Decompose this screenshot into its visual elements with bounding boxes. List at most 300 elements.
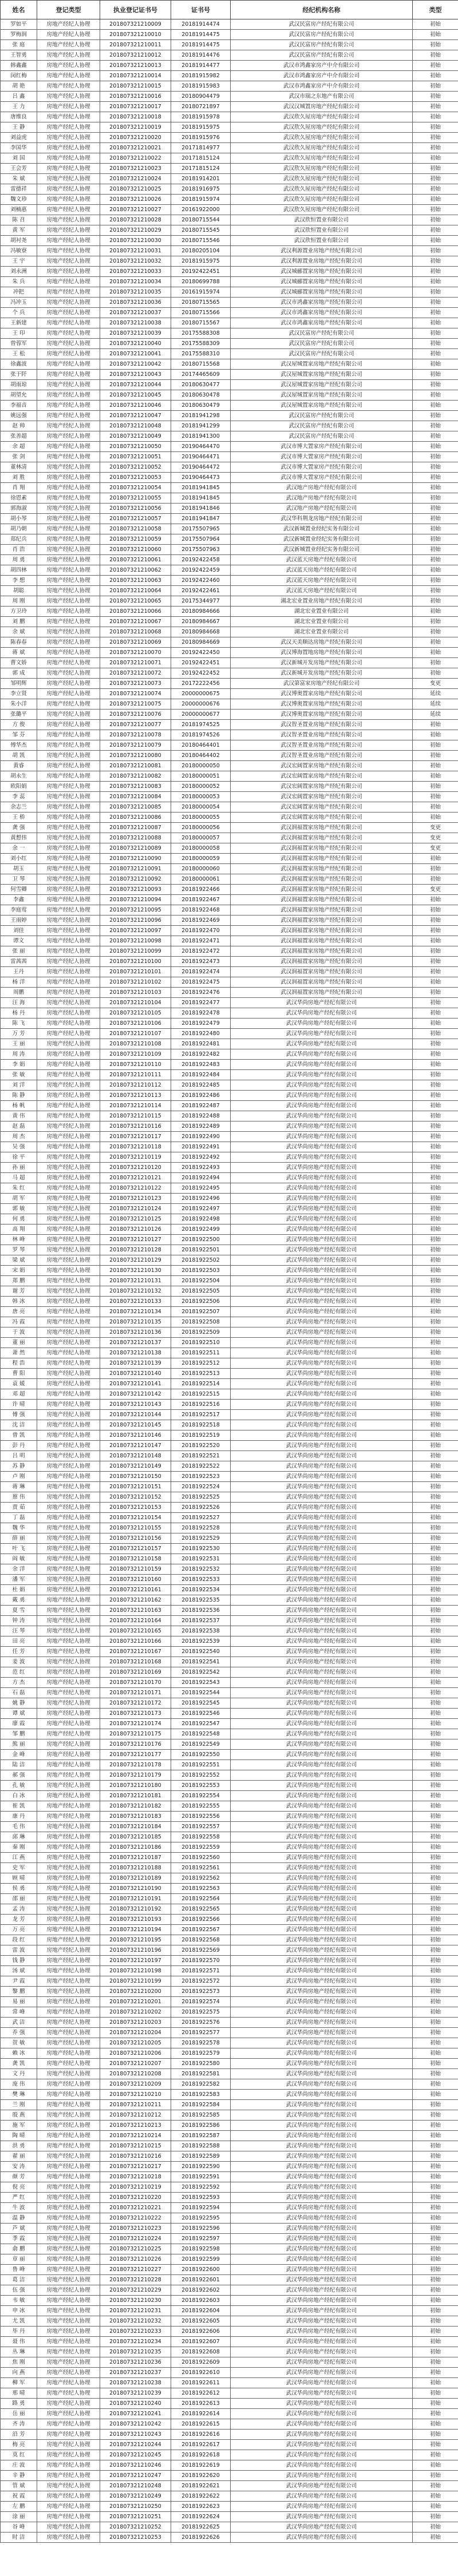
cell-cert-no: 20181922551 xyxy=(171,1760,231,1770)
cell-registration-type: 房地产经纪人协理 xyxy=(37,2450,100,2460)
cell-agency-name: 武汉民富房产经纪有限公司 xyxy=(231,421,413,431)
table-row xyxy=(1,1441,458,1451)
cell-category: 初始 xyxy=(413,1678,458,1688)
cell-name: 韩 冰 xyxy=(1,1297,37,1307)
cell-cert-no: 20181922580 xyxy=(171,2059,231,2069)
cell-practice-cert-no: 201807321210016 xyxy=(100,92,171,102)
cell-category: 初始 xyxy=(413,1358,458,1369)
cell-registration-type: 房地产经纪人协理 xyxy=(37,2316,100,2327)
cell-name: 孟 涛 xyxy=(1,1904,37,1915)
cell-name: 管 斌 xyxy=(1,2481,37,2491)
cell-agency-name: 武汉华尚房地产经纪有限公司 xyxy=(231,1142,413,1152)
cell-registration-type: 房地产经纪人协理 xyxy=(37,246,100,256)
cell-registration-type: 房地产经纪人协理 xyxy=(37,133,100,143)
cell-category: 初始 xyxy=(413,607,458,617)
cell-cert-no: 20180715566 xyxy=(171,308,231,318)
cell-registration-type: 房地产经纪人协理 xyxy=(37,1101,100,1111)
cell-practice-cert-no: 201807321210166 xyxy=(100,1636,171,1647)
table-row xyxy=(1,2224,458,2234)
cell-cert-no: 20180000056 xyxy=(171,823,231,833)
cell-category: 初始 xyxy=(413,1029,458,1039)
cell-category: 初始 xyxy=(413,1739,458,1750)
cell-name: 丁 磊 xyxy=(1,1513,37,1523)
cell-category: 初始 xyxy=(413,2460,458,2471)
table-row xyxy=(1,843,458,854)
cell-category: 初始 xyxy=(413,1142,458,1152)
cell-name: 冯敏寮 xyxy=(1,246,37,256)
table-row xyxy=(1,1863,458,1873)
cell-registration-type: 房地产经纪人协理 xyxy=(37,854,100,864)
cell-name: 胡雨琼 xyxy=(1,380,37,390)
cell-agency-name: 武汉华尚房地产经纪有限公司 xyxy=(231,1307,413,1317)
cell-name: 王会芳 xyxy=(1,164,37,174)
cell-name: 柳 军 xyxy=(1,2378,37,2388)
cell-practice-cert-no: 201807321210154 xyxy=(100,1513,171,1523)
cell-category: 初始 xyxy=(413,2316,458,2327)
table-row xyxy=(1,1533,458,1544)
cell-registration-type: 房地产经纪人协理 xyxy=(37,2460,100,2471)
cell-registration-type: 房地产经纪人协理 xyxy=(37,2347,100,2357)
cell-cert-no: 20181922606 xyxy=(171,2327,231,2337)
cell-category: 初始 xyxy=(413,421,458,431)
cell-agency-name: 武汉华尚房地产经纪有限公司 xyxy=(231,1461,413,1472)
cell-agency-name: 武汉润福置家房地产经纪有限公司 xyxy=(231,833,413,843)
cell-cert-no: 20180000053 xyxy=(171,792,231,802)
cell-registration-type: 房地产经纪人协理 xyxy=(37,71,100,81)
table-row xyxy=(1,184,458,195)
cell-cert-no: 20181922488 xyxy=(171,1111,231,1121)
cell-category: 初始 xyxy=(413,1173,458,1183)
cell-practice-cert-no: 201807321210239 xyxy=(100,2388,171,2399)
cell-registration-type: 房地产经纪人协理 xyxy=(37,1029,100,1039)
cell-practice-cert-no: 201807321210200 xyxy=(100,1987,171,1997)
cell-practice-cert-no: 201807321210232 xyxy=(100,2316,171,2327)
cell-category: 初始 xyxy=(413,1544,458,1554)
cell-category: 初始 xyxy=(413,2306,458,2316)
cell-name: 邹明辉 xyxy=(1,679,37,689)
cell-agency-name: 武汉第富家房地产经纪有限公司 xyxy=(231,679,413,689)
cell-registration-type: 房地产经纪人协理 xyxy=(37,102,100,112)
cell-name: 王 印 xyxy=(1,328,37,339)
cell-agency-name: 湖北宏业置业房地产经纪有限公司 xyxy=(231,596,413,607)
cell-practice-cert-no: 201807321210020 xyxy=(100,133,171,143)
cell-category: 延续 xyxy=(413,689,458,699)
cell-category: 初始 xyxy=(413,462,458,473)
cell-name: 涂 丽 xyxy=(1,2512,37,2522)
table-row xyxy=(1,30,458,40)
cell-registration-type: 房地产经纪人协理 xyxy=(37,2533,100,2543)
cell-cert-no: 20181922556 xyxy=(171,1812,231,1822)
cell-practice-cert-no: 201807321210171 xyxy=(100,1688,171,1698)
cell-cert-no: 20181922538 xyxy=(171,1626,231,1636)
table-row xyxy=(1,370,458,380)
cell-category: 初始 xyxy=(413,2110,458,2121)
table-row xyxy=(1,2007,458,2018)
cell-registration-type: 房地产经纪人协理 xyxy=(37,668,100,679)
cell-agency-name: 武汉华尚房地产经纪有限公司 xyxy=(231,1709,413,1719)
table-row xyxy=(1,2110,458,2121)
cell-category: 初始 xyxy=(413,555,458,565)
table-row xyxy=(1,565,458,576)
table-row xyxy=(1,1018,458,1029)
cell-category: 初始 xyxy=(413,782,458,792)
cell-category: 初始 xyxy=(413,596,458,607)
cell-cert-no: 20175507963 xyxy=(171,545,231,555)
cell-agency-name: 武汉屋城置家房地产经纪有限公司 xyxy=(231,401,413,411)
cell-agency-name: 武汉宏阔置家房地产经纪有限公司 xyxy=(231,792,413,802)
table-row xyxy=(1,2254,458,2265)
cell-cert-no: 20181922545 xyxy=(171,1698,231,1709)
cell-agency-name: 武汉润福置家房地产经纪有限公司 xyxy=(231,977,413,988)
cell-agency-name: 武汉华尚房地产经纪有限公司 xyxy=(231,1379,413,1389)
cell-category: 初始 xyxy=(413,916,458,926)
cell-name: 王丹 xyxy=(1,967,37,977)
cell-practice-cert-no: 201807321210157 xyxy=(100,1544,171,1554)
cell-practice-cert-no: 201807321210069 xyxy=(100,637,171,648)
cell-category: 初始 xyxy=(413,2090,458,2100)
cell-name: 梅 亮 xyxy=(1,2440,37,2450)
cell-cert-no: 20181922523 xyxy=(171,1472,231,1482)
cell-agency-name: 武汉华尚房地产经纪有限公司 xyxy=(231,2059,413,2069)
cell-cert-no: 20181922567 xyxy=(171,1925,231,1935)
table-row xyxy=(1,339,458,349)
cell-name: 赵 磊 xyxy=(1,1121,37,1132)
cell-agency-name: 武汉润福置家房地产经纪有限公司 xyxy=(231,957,413,967)
table-row xyxy=(1,19,458,30)
cell-cert-no: 20181922506 xyxy=(171,1297,231,1307)
cell-cert-no: 20181922532 xyxy=(171,1564,231,1575)
cell-practice-cert-no: 201807321210118 xyxy=(100,1142,171,1152)
cell-registration-type: 房地产经纪人协理 xyxy=(37,524,100,534)
cell-name: 庞 伟 xyxy=(1,2079,37,2090)
cell-cert-no: 20181922518 xyxy=(171,1420,231,1430)
cell-agency-name: 武汉欣久屋房地产经纪有限公司 xyxy=(231,133,413,143)
cell-registration-type: 房地产经纪人协理 xyxy=(37,1018,100,1029)
cell-registration-type: 房地产经纪人协理 xyxy=(37,1709,100,1719)
cell-name: 胡玉 xyxy=(1,864,37,874)
cell-registration-type: 房地产经纪人协理 xyxy=(37,2409,100,2419)
cell-name: 胡四林 xyxy=(1,565,37,576)
cell-agency-name: 武汉华尚房地产经纪有限公司 xyxy=(231,2193,413,2203)
cell-category: 延续 xyxy=(413,710,458,720)
cell-cert-no: 20181941299 xyxy=(171,421,231,431)
cell-cert-no: 20175588308 xyxy=(171,328,231,339)
cell-cert-no: 20180000059 xyxy=(171,854,231,864)
cell-registration-type: 房地产经纪人协理 xyxy=(37,1647,100,1657)
cell-practice-cert-no: 201807321210085 xyxy=(100,802,171,813)
cell-cert-no: 20181922593 xyxy=(171,2193,231,2203)
cell-name: 龚 强 xyxy=(1,823,37,833)
cell-category: 初始 xyxy=(413,1976,458,1987)
cell-name: 尤 凯 xyxy=(1,2316,37,2327)
cell-practice-cert-no: 201807321210110 xyxy=(100,1060,171,1070)
cell-practice-cert-no: 201807321210032 xyxy=(100,256,171,267)
cell-name: 肖 翔 xyxy=(1,483,37,493)
cell-registration-type: 房地产经纪人协理 xyxy=(37,195,100,205)
cell-agency-name: 武汉华尚房地产经纪有限公司 xyxy=(231,1966,413,1976)
cell-practice-cert-no: 201807321210231 xyxy=(100,2306,171,2316)
cell-registration-type: 房地产经纪人协理 xyxy=(37,1163,100,1173)
cell-practice-cert-no: 201807321210224 xyxy=(100,2234,171,2244)
cell-category: 初始 xyxy=(413,277,458,287)
cell-practice-cert-no: 201807321210015 xyxy=(100,81,171,92)
cell-name: 胡永生 xyxy=(1,771,37,782)
cell-agency-name: 武汉润福置家房地产经纪有限公司 xyxy=(231,946,413,957)
cell-name: 孔 敏 xyxy=(1,1781,37,1791)
table-row xyxy=(1,246,458,256)
cell-agency-name: 武汉欣久屋房地产经纪有限公司 xyxy=(231,184,413,195)
table-row xyxy=(1,833,458,843)
cell-cert-no: 20181922617 xyxy=(171,2440,231,2450)
cell-practice-cert-no: 201807321210043 xyxy=(100,370,171,380)
cell-agency-name: 武汉润福置家房地产经纪有限公司 xyxy=(231,926,413,936)
cell-agency-name: 武汉华尚房地产经纪有限公司 xyxy=(231,1255,413,1266)
cell-cert-no: 20181922595 xyxy=(171,2213,231,2224)
cell-agency-name: 武汉华尚房地产经纪有限公司 xyxy=(231,1101,413,1111)
cell-agency-name: 武汉华尚房地产经纪有限公司 xyxy=(231,2502,413,2512)
cell-name: 邓 超 xyxy=(1,1389,37,1400)
cell-practice-cert-no: 201807321210197 xyxy=(100,1956,171,1966)
table-row xyxy=(1,637,458,648)
cell-category: 初始 xyxy=(413,1482,458,1492)
cell-name: 郑 鹏 xyxy=(1,1276,37,1286)
cell-registration-type: 房地产经纪人协理 xyxy=(37,1688,100,1698)
cell-agency-name: 武汉民富房产经纪有限公司 xyxy=(231,411,413,421)
cell-agency-name: 武汉润福置家房地产经纪有限公司 xyxy=(231,885,413,895)
cell-registration-type: 房地产经纪人协理 xyxy=(37,1430,100,1441)
cell-category: 初始 xyxy=(413,1626,458,1636)
cell-category: 初始 xyxy=(413,1183,458,1194)
cell-registration-type: 房地产经纪人协理 xyxy=(37,225,100,236)
cell-name: 周 刚 xyxy=(1,596,37,607)
cell-name: 张 敏 xyxy=(1,1070,37,1080)
table-row xyxy=(1,977,458,988)
cell-cert-no: 20192422458 xyxy=(171,555,231,565)
cell-agency-name: 武汉天美顺达房地产经纪有限公司 xyxy=(231,637,413,648)
cell-category: 初始 xyxy=(413,298,458,308)
table-row xyxy=(1,1163,458,1173)
cell-agency-name: 武汉欣久屋房地产经纪有限公司 xyxy=(231,174,413,184)
cell-practice-cert-no: 201807321210062 xyxy=(100,565,171,576)
cell-name: 程 浩 xyxy=(1,1358,37,1369)
table-row xyxy=(1,493,458,504)
table-row xyxy=(1,1451,458,1461)
cell-category: 初始 xyxy=(413,1595,458,1606)
cell-practice-cert-no: 201807321210188 xyxy=(100,1863,171,1873)
cell-practice-cert-no: 201807321210089 xyxy=(100,843,171,854)
cell-practice-cert-no: 201807321210176 xyxy=(100,1739,171,1750)
cell-practice-cert-no: 201807321210091 xyxy=(100,864,171,874)
cell-cert-no: 20181922546 xyxy=(171,1709,231,1719)
cell-category: 初始 xyxy=(413,627,458,637)
cell-agency-name: 武汉华尚房地产经纪有限公司 xyxy=(231,1853,413,1863)
cell-name: 葛 洁 xyxy=(1,2275,37,2285)
cell-practice-cert-no: 201807321210216 xyxy=(100,2151,171,2162)
cell-agency-name: 武汉华尚房地产经纪有限公司 xyxy=(231,1935,413,1945)
cell-agency-name: 武汉华尚房地产经纪有限公司 xyxy=(231,1451,413,1461)
cell-category: 初始 xyxy=(413,1101,458,1111)
table-row xyxy=(1,998,458,1008)
cell-practice-cert-no: 201807321210201 xyxy=(100,1997,171,2007)
cell-registration-type: 房地产经纪人协理 xyxy=(37,967,100,977)
cell-agency-name: 武汉华尚房地产经纪有限公司 xyxy=(231,998,413,1008)
cell-name: 白 冰 xyxy=(1,1791,37,1801)
cell-cert-no: 20181922590 xyxy=(171,2162,231,2172)
cell-name: 郭海淑 xyxy=(1,504,37,514)
cell-name: 莫 红 xyxy=(1,2450,37,2460)
cell-registration-type: 房地产经纪人协理 xyxy=(37,658,100,668)
cell-practice-cert-no: 201807321210051 xyxy=(100,452,171,462)
cell-cert-no: 20181922620 xyxy=(171,2471,231,2481)
cell-category: 初始 xyxy=(413,2399,458,2409)
cell-practice-cert-no: 201807321210022 xyxy=(100,153,171,164)
cell-cert-no: 20181922471 xyxy=(171,936,231,946)
table-row xyxy=(1,40,458,50)
cell-name: 顾 晴 xyxy=(1,1873,37,1884)
table-row xyxy=(1,2172,458,2182)
cell-practice-cert-no: 201807321210099 xyxy=(100,946,171,957)
cell-practice-cert-no: 201807321210163 xyxy=(100,1606,171,1616)
cell-category: 初始 xyxy=(413,195,458,205)
cell-cert-no: 20180000061 xyxy=(171,874,231,885)
table-row xyxy=(1,1585,458,1595)
cell-name: 文 丹 xyxy=(1,2069,37,2079)
cell-cert-no: 20190464473 xyxy=(171,473,231,483)
cell-name: 郝 强 xyxy=(1,1770,37,1781)
cell-practice-cert-no: 201807321210170 xyxy=(100,1678,171,1688)
cell-registration-type: 房地产经纪人协理 xyxy=(37,1853,100,1863)
cell-category: 初始 xyxy=(413,2512,458,2522)
table-row xyxy=(1,2502,458,2512)
cell-registration-type: 房地产经纪人协理 xyxy=(37,514,100,524)
cell-cert-no: 20181922587 xyxy=(171,2131,231,2141)
table-row xyxy=(1,2337,458,2347)
cell-cert-no: 20181914475 xyxy=(171,30,231,40)
cell-registration-type: 房地产经纪人协理 xyxy=(37,1245,100,1255)
cell-registration-type: 房地产经纪人协理 xyxy=(37,1111,100,1121)
cell-practice-cert-no: 201807321210145 xyxy=(100,1420,171,1430)
cell-cert-no: 20181922615 xyxy=(171,2419,231,2430)
cell-cert-no: 20181922484 xyxy=(171,1070,231,1080)
cell-name: 李国华 xyxy=(1,143,37,153)
cell-name: 黄睿 xyxy=(1,761,37,771)
table-row xyxy=(1,2357,458,2368)
cell-name: 朱 红 xyxy=(1,1183,37,1194)
table-row xyxy=(1,2316,458,2327)
cell-category: 初始 xyxy=(413,771,458,782)
cell-name: 丛 琳 xyxy=(1,2347,37,2357)
cell-category: 变更 xyxy=(413,679,458,689)
cell-registration-type: 房地产经纪人协理 xyxy=(37,1410,100,1420)
cell-name: 冲把 xyxy=(1,287,37,298)
cell-category: 初始 xyxy=(413,143,458,153)
cell-cert-no: 20192422459 xyxy=(171,565,231,576)
table-row xyxy=(1,2450,458,2460)
cell-agency-name: 武汉华尚房地产经纪有限公司 xyxy=(231,2151,413,2162)
cell-registration-type: 房地产经纪人协理 xyxy=(37,1832,100,1842)
cell-category: 初始 xyxy=(413,442,458,452)
table-row xyxy=(1,957,458,967)
cell-agency-name: 武汉新城开发房地产经纪有限公司 xyxy=(231,658,413,668)
table-row xyxy=(1,298,458,308)
cell-agency-name: 武汉华尚房地产经纪有限公司 xyxy=(231,2285,413,2296)
cell-name: 胡 凯 xyxy=(1,751,37,761)
cell-name: 王 宇 xyxy=(1,256,37,267)
cell-cert-no: 20181922614 xyxy=(171,2409,231,2419)
table-row xyxy=(1,2491,458,2502)
cell-category: 初始 xyxy=(413,802,458,813)
cell-agency-name: 武汉华尚房地产经纪有限公司 xyxy=(231,2440,413,2450)
cell-name: 方 杰 xyxy=(1,1678,37,1688)
cell-practice-cert-no: 201807321210098 xyxy=(100,936,171,946)
cell-agency-name: 武汉华尚房地产经纪有限公司 xyxy=(231,2234,413,2244)
cell-name: 徐恩素 xyxy=(1,493,37,504)
cell-name: 王 力 xyxy=(1,102,37,112)
cell-category: 初始 xyxy=(413,267,458,277)
cell-agency-name: 武汉华尚房地产经纪有限公司 xyxy=(231,2254,413,2265)
cell-agency-name: 武汉华尚房地产经纪有限公司 xyxy=(231,2275,413,2285)
cell-category: 初始 xyxy=(413,740,458,751)
table-row xyxy=(1,1956,458,1966)
cell-name: 邹 鹏 xyxy=(1,1729,37,1739)
cell-agency-name: 武汉欣久屋房地产经纪有限公司 xyxy=(231,205,413,215)
cell-cert-no: 20181922515 xyxy=(171,1389,231,1400)
cell-agency-name: 武汉华尚房地产经纪有限公司 xyxy=(231,2491,413,2502)
cell-registration-type: 房地产经纪人协理 xyxy=(37,1884,100,1894)
cell-registration-type: 房地产经纪人协理 xyxy=(37,2182,100,2193)
cell-name: 方 俊 xyxy=(1,720,37,730)
table-row xyxy=(1,2296,458,2306)
cell-cert-no: 20180715568 xyxy=(171,359,231,370)
cell-cert-no: 20181922547 xyxy=(171,1719,231,1729)
cell-cert-no: 20181922487 xyxy=(171,1101,231,1111)
cell-category: 初始 xyxy=(413,2337,458,2347)
cell-category: 初始 xyxy=(413,2357,458,2368)
cell-agency-name: 武汉华尚房地产经纪有限公司 xyxy=(231,1945,413,1956)
cell-agency-name: 武汉市博大置家房产经纪有限公司 xyxy=(231,442,413,452)
cell-registration-type: 房地产经纪人协理 xyxy=(37,2254,100,2265)
cell-practice-cert-no: 201807321210119 xyxy=(100,1152,171,1163)
cell-agency-name: 武汉华尚房地产经纪有限公司 xyxy=(231,2028,413,2038)
cell-agency-name: 武汉华尚房地产经纪有限公司 xyxy=(231,2069,413,2079)
cell-practice-cert-no: 201807321210094 xyxy=(100,895,171,905)
cell-name: 田 亮 xyxy=(1,1636,37,1647)
cell-practice-cert-no: 201807321210143 xyxy=(100,1400,171,1410)
cell-cert-no: 20181922564 xyxy=(171,1894,231,1904)
cell-category: 初始 xyxy=(413,122,458,133)
cell-name: 马 超 xyxy=(1,1173,37,1183)
cell-category: 初始 xyxy=(413,133,458,143)
cell-category: 初始 xyxy=(413,1585,458,1595)
cell-category: 初始 xyxy=(413,1616,458,1626)
cell-category: 初始 xyxy=(413,1049,458,1060)
cell-name: 薛 丽 xyxy=(1,1533,37,1544)
cell-agency-name: 武汉华尚房地产经纪有限公司 xyxy=(231,1410,413,1420)
table-row xyxy=(1,81,458,92)
table-row xyxy=(1,689,458,699)
cell-category: 初始 xyxy=(413,473,458,483)
cell-practice-cert-no: 201807321210041 xyxy=(100,349,171,359)
cell-practice-cert-no: 201807321210223 xyxy=(100,2224,171,2234)
cell-cert-no: 20181922588 xyxy=(171,2141,231,2151)
cell-category: 初始 xyxy=(413,1070,458,1080)
cell-registration-type: 房地产经纪人协理 xyxy=(37,452,100,462)
cell-name: 曹文娇 xyxy=(1,658,37,668)
cell-cert-no: 20181922501 xyxy=(171,1245,231,1255)
table-row xyxy=(1,1595,458,1606)
cell-name: 叶 飞 xyxy=(1,1544,37,1554)
cell-name: 康 丹 xyxy=(1,1812,37,1822)
